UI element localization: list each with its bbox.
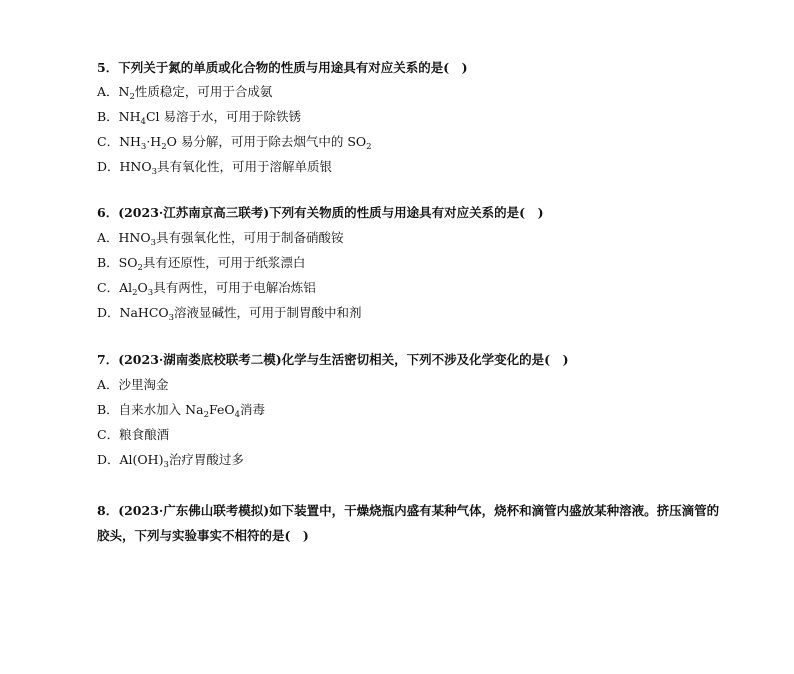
question-5-option-d: D．$HNO_3$具有氧化性，可用于溶解单质银 bbox=[97, 159, 333, 177]
question-5-stem: 5．下列关于氮的单质或化合物的性质与用途具有对应关系的是( ) bbox=[97, 60, 468, 75]
question-6-option-d: D．NaHCO$_3$溶液显碱性，可用于制胃酸中和剂 bbox=[97, 305, 362, 323]
question-6-option-b: B．$SO_2$具有还原性，可用于纸浆漂白 bbox=[97, 255, 306, 273]
question-8-stem: 8．(2023·广东佛山联考模拟)如下装置中，干燥烧瓶内盛有某种气体，烧杯和滴管内盛放某种溶液。挤压滴管的胶头，下列与实验事实不相符的是( ) bbox=[97, 503, 720, 543]
question-7-option-c: C．粮食酿酒 bbox=[97, 427, 170, 442]
question-6-option-c: C．$Al_2O_3$具有两性，可用于电解冶炼铝 bbox=[97, 280, 316, 298]
question-7-stem: 7．(2023·湖南娄底校联考二模)化学与生活密切相关，下列不涉及化学变化的是( ) bbox=[97, 352, 569, 367]
question-7-option-a: A．沙里淘金 bbox=[97, 377, 169, 392]
question-5-option-c: C．$NH_3\cdot H_2O$ 易分解，可用于除去烟气中的 $SO_2$ bbox=[97, 134, 372, 152]
question-7-option-b: B．自来水加入 $Na_2FeO_4$消毒 bbox=[97, 402, 266, 420]
question-5-option-a: A．$N_2$性质稳定，可用于合成氨 bbox=[97, 84, 273, 102]
question-6-option-a: A．$HNO_3$具有强氧化性，可用于制备硝酸铵 bbox=[97, 230, 344, 248]
question-7-option-d: D．$Al(OH)_3$治疗胃酸过多 bbox=[97, 452, 244, 470]
question-6-stem: 6．(2023·江苏南京高三联考)下列有关物质的性质与用途具有对应关系的是( ) bbox=[97, 205, 544, 220]
question-5-option-b: B．$NH_4Cl$ 易溶于水，可用于除铁锈 bbox=[97, 109, 301, 127]
